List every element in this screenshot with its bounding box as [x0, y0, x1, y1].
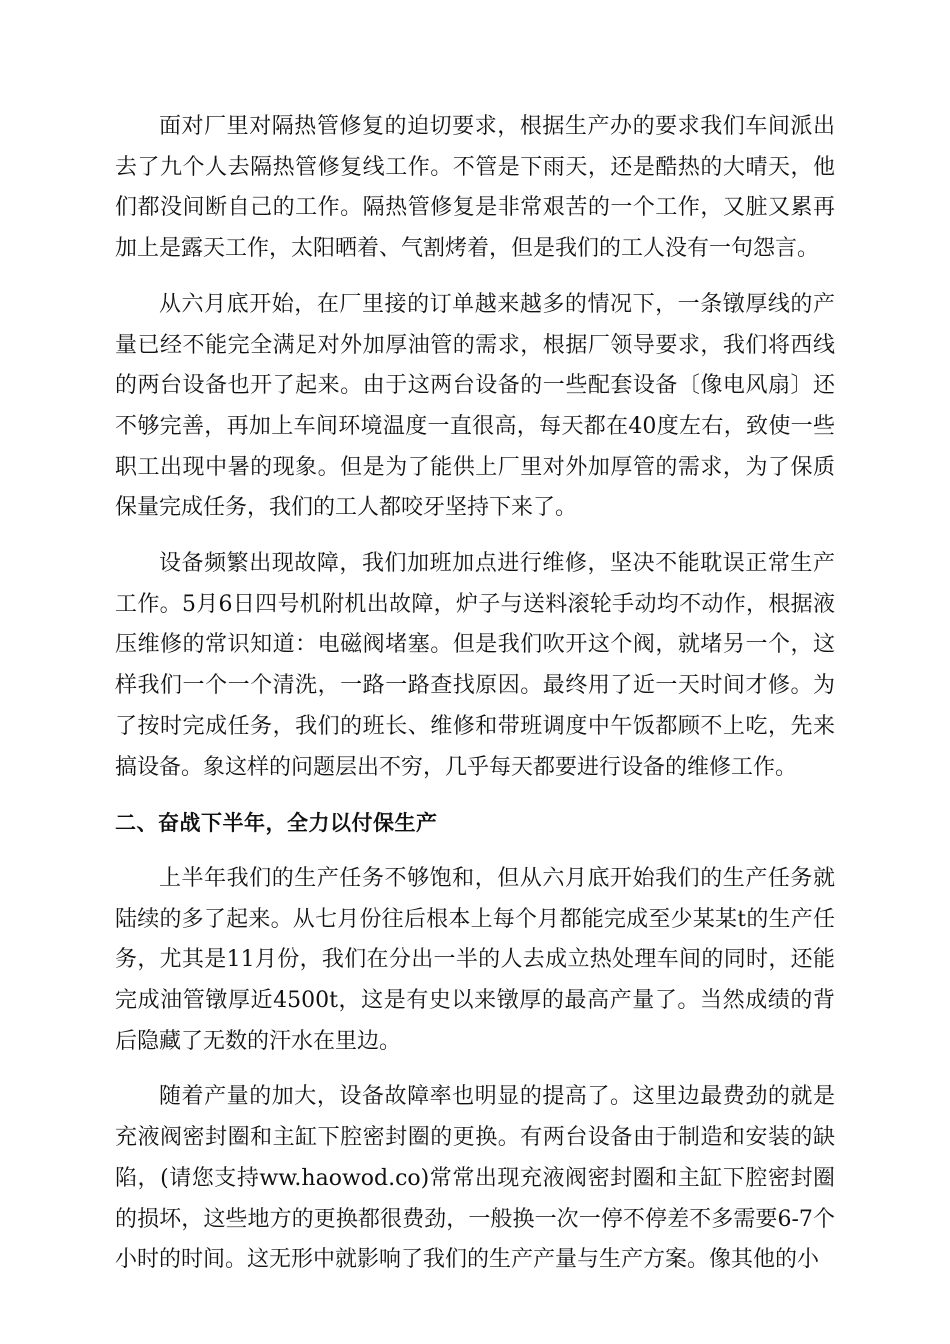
paragraph-insulation-repair: 面对厂里对隔热管修复的迫切要求，根据生产办的要求我们车间派出去了九个人去隔热管修复线工作。不管是下雨天，还是酷热的大晴天，他们都没间断自己的工作。隔热管修复是非常艰苦的一个工作，又脏又累再加上是露天工作，太阳晒着、气割烤着，但是我们的工人没有一句怨言。 [115, 114, 835, 262]
paragraph-equipment-maintenance: 设备频繁出现故障，我们加班加点进行维修，坚决不能耽误正常生产工作。5月6日四号机附机出故障，炉子与送料滚轮手动均不动作，根据液压维修的常识知道：电磁阀堵塞。但是我们吹开这个阀，就堵另一个，这样我们一个一个清洗，一路一路查找原因。最终用了近一天时间才修。为了按时完成任务，我们的班长、维修和带班调度中午饭都顾不上吃，先来搞设备。象这样的问题层出不穷，几乎每天都要进行设备的维修工作。 [115, 551, 835, 780]
paragraph-production-output: 上半年我们的生产任务不够饱和，但从六月底开始我们的生产任务就陆续的多了起来。从七月份往后根本上每个月都能完成至少某某t的生产任务，尤其是11月份，我们在分出一半的人去成立热处理车间的同时，还能完成油管镦厚近4500t，这是有史以来镦厚的最高产量了。当然成绩的背后隐藏了无数的汗水在里边。 [115, 865, 835, 1054]
section-heading-second-half: 二、奋战下半年，全力以付保生产 [115, 811, 438, 836]
paragraph-west-line-startup: 从六月底开始，在厂里接的订单越来越多的情况下，一条镦厚线的产量已经不能完全满足对外加厚油管的需求，根据厂领导要求，我们将西线的两台设备也开了起来。由于这两台设备的一些配套设备〔像电风扇〕还不够完善，再加上车间环境温度一直很高，每天都在40度左右，致使一些职工出现中暑的现象。但是为了能供上厂里对外加厚管的需求，为了保质保量完成任务，我们的工人都咬牙坚持下来了。 [115, 291, 835, 521]
document-page [115, 107, 835, 1296]
paragraph-seal-replacement: 随着产量的加大，设备故障率也明显的提高了。这里边最费劲的就是充液阀密封圈和主缸下腔密封圈的更换。有两台设备由于制造和安装的缺陷，(请您支持ww.haowod.co)常常出现充液阀密封圈和主缸下腔密封圈的损坏，这些地方的更换都很费劲，一般换一次一停不停差不多需要6-7个小时的时间。这无形中就影响了我们的生产产量与生产方案。像其他的小 [115, 1084, 835, 1273]
